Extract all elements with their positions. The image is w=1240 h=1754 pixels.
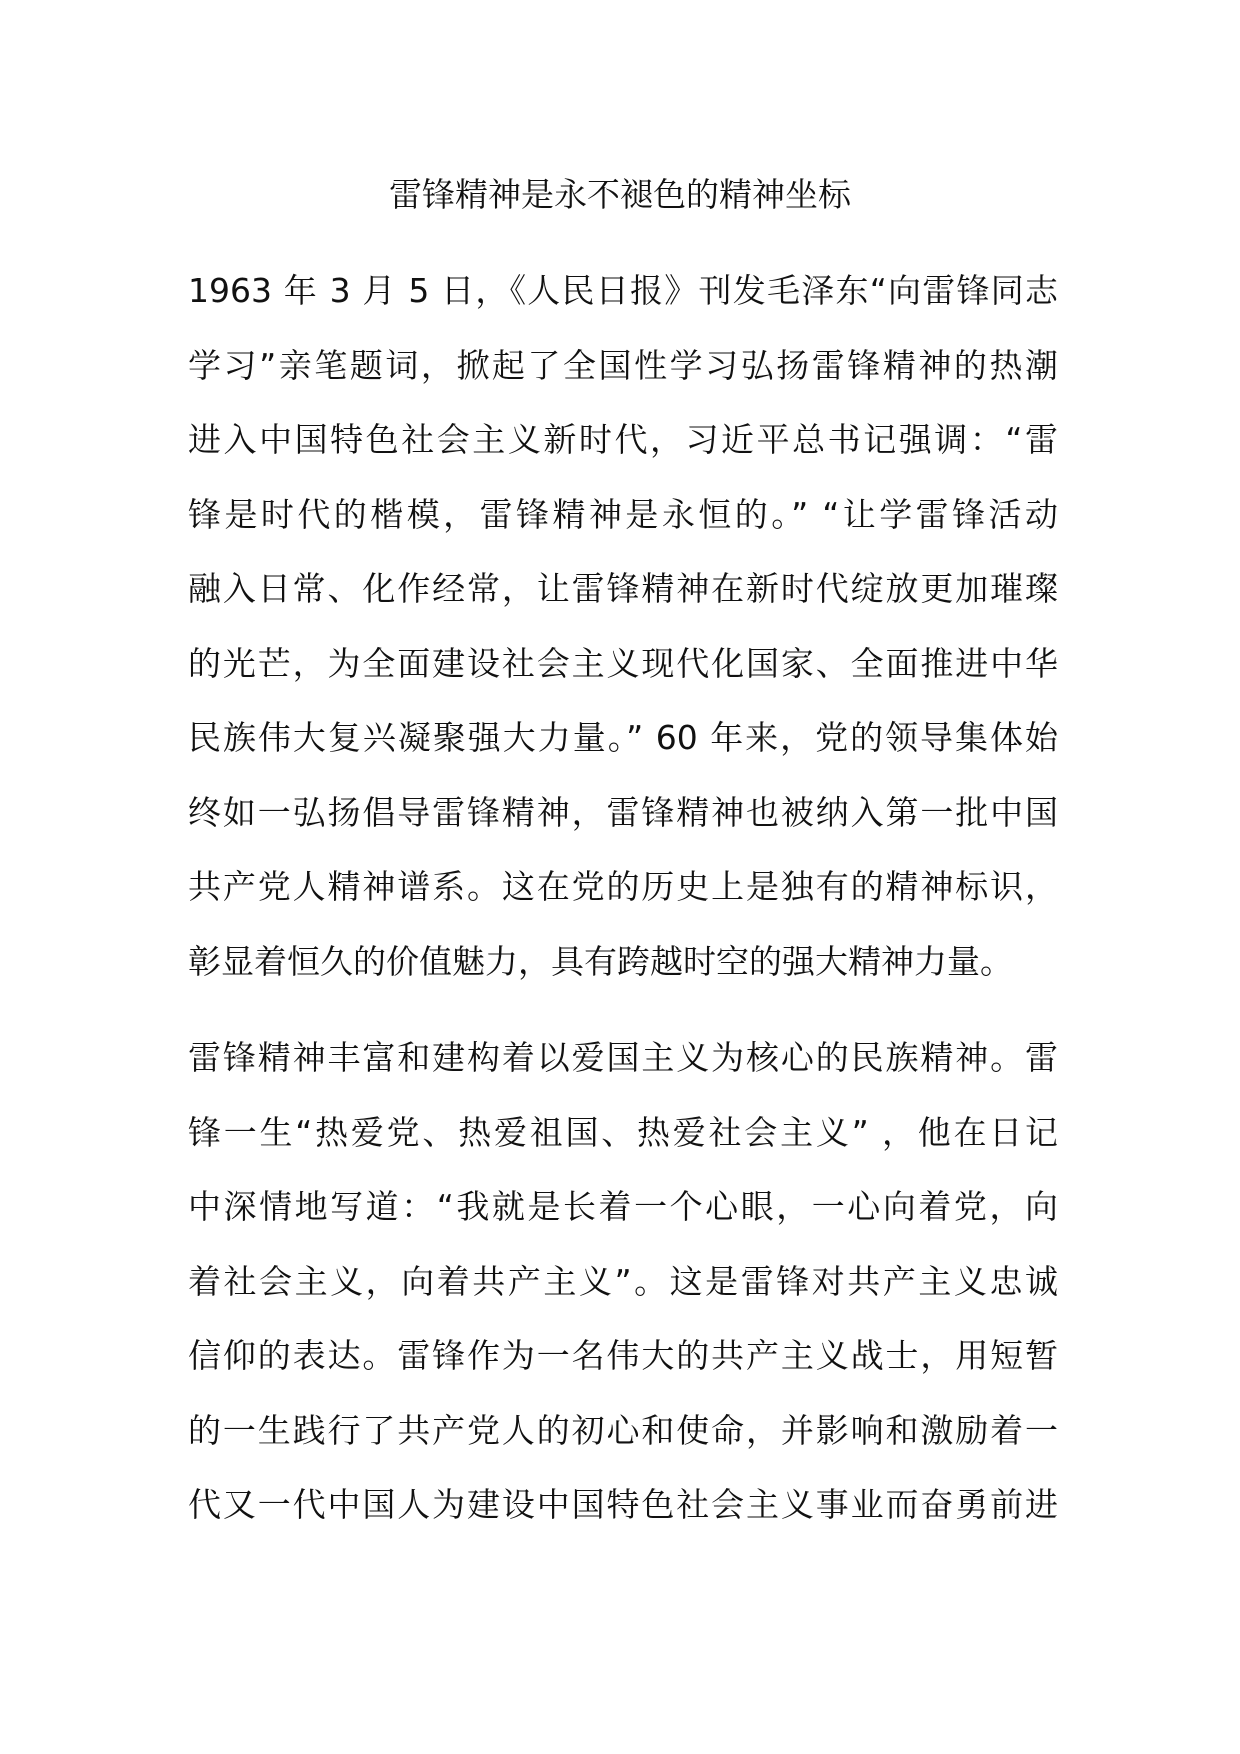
paragraph-line: 共产党人精神谱系。这在党的历史上是独有的精神标识，: [188, 867, 1058, 906]
paragraph-line: 雷锋精神丰富和建构着以爱国主义为核心的民族精神。雷: [188, 1038, 1058, 1077]
paragraph-line: 融入日常、化作经常，让雷锋精神在新时代绽放更加璀璨: [188, 569, 1058, 608]
paragraph-line: 彰显着恒久的价值魅力，具有跨越时空的强大精神力量。: [188, 941, 1013, 981]
paragraph-line: 信仰的表达。雷锋作为一名伟大的共产主义战士，用短暂: [188, 1336, 1058, 1375]
paragraph-2: [188, 1021, 1058, 1543]
paragraph-line: 中深情地写道：“我就是长着一个心眼，一心向着党，向: [188, 1187, 1058, 1226]
paragraph-line: 1963 年 3 月 5 日，《人民日报》刊发毛泽东“向雷锋同志: [188, 271, 1058, 310]
paragraph-line: 锋是时代的楷模，雷锋精神是永恒的。” “让学雷锋活动: [188, 494, 1058, 534]
paragraph-line: 的一生践行了共产党人的初心和使命，并影响和激励着一: [188, 1410, 1058, 1450]
paragraph-line: 着社会主义，向着共产主义”。这是雷锋对共产主义忠诚: [188, 1261, 1058, 1301]
paragraph-line: 终如一弘扬倡导雷锋精神，雷锋精神也被纳入第一批中国: [188, 792, 1058, 832]
paragraph-line: 民族伟大复兴凝聚强大力量。” 60 年来，党的领导集体始: [188, 718, 1058, 757]
paragraph-line: 学习”亲笔题词，掀起了全国性学习弘扬雷锋精神的热潮: [188, 345, 1058, 385]
paragraph-line: 进入中国特色社会主义新时代，习近平总书记强调：“雷: [188, 420, 1058, 459]
paragraph-line: 代又一代中国人为建设中国特色社会主义事业而奋勇前进: [188, 1485, 1058, 1524]
paragraph-line: 的光芒，为全面建设社会主义现代化国家、全面推进中华: [188, 643, 1058, 683]
document-body: [188, 254, 1058, 1565]
paragraph-line: 锋一生“热爱党、热爱祖国、热爱社会主义” ，他在日记: [188, 1112, 1058, 1152]
paragraph-1: [188, 254, 1058, 999]
document-title: 雷锋精神是永不褪色的精神坐标: [389, 175, 851, 214]
